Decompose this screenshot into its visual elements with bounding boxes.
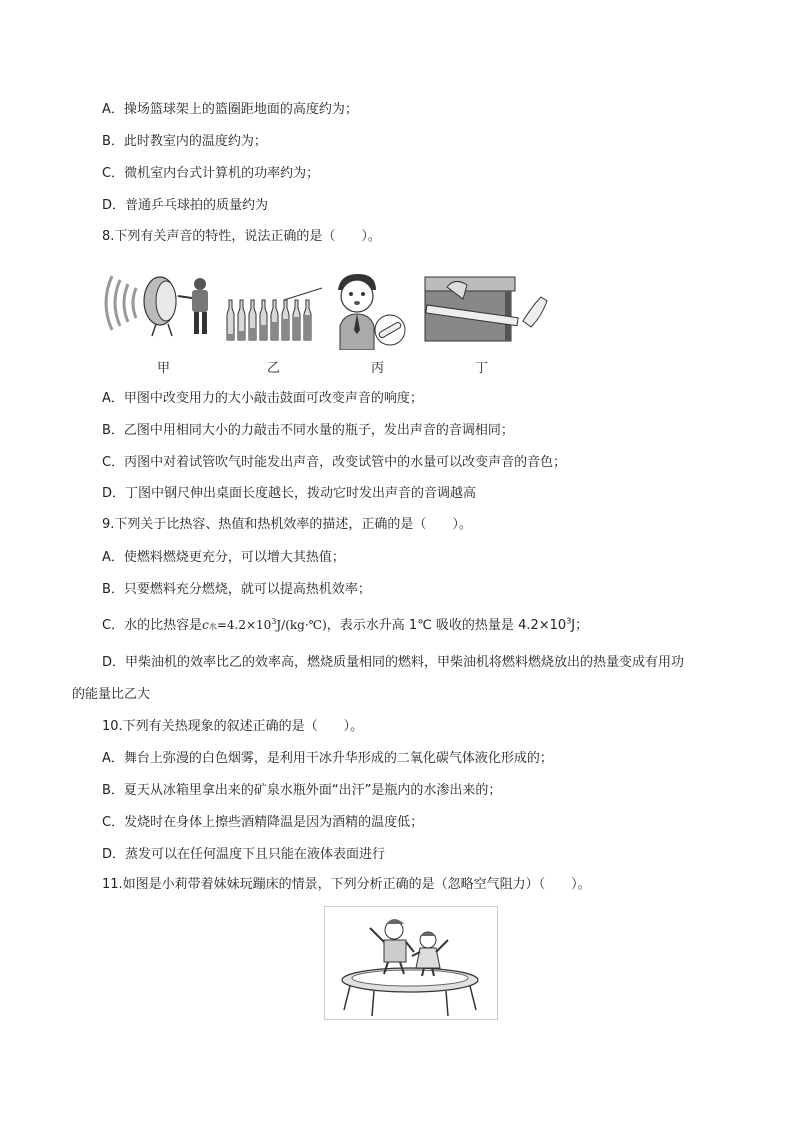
q7-option-c: C．微机室内台式计算机的功率约为； xyxy=(102,166,320,181)
q8-option-a: A．甲图中改变用力的大小敲击鼓面可改变声音的响度； xyxy=(102,391,423,406)
q8-stem: 8.下列有关声音的特性，说法正确的是（ ）。 xyxy=(102,229,381,244)
q9-option-d-line1: D．甲柴油机的效率比乙的效率高，燃烧质量相同的燃料，甲柴油机将燃料燃烧放出的热量变成有用功 xyxy=(102,655,685,670)
q8-option-c: C．丙图中对着试管吹气时能发出声音，改变试管中的水量可以改变声音的音色； xyxy=(102,455,567,470)
figure-caption-ding: 丁 xyxy=(475,361,489,376)
q9-option-c-prefix: C．水的比热容是 xyxy=(102,618,203,633)
q7-option-a: A．操场篮球架上的篮圈距地面的高度约为； xyxy=(102,102,358,117)
q9-option-c-tail: J； xyxy=(571,618,589,633)
q8-option-d: D．丁图中钢尺伸出桌面长度越长，拨动它时发出声音的音调越高 xyxy=(102,486,477,501)
boy-test-tube-figure xyxy=(330,270,410,350)
q7-option-b: B．此时教室内的温度约为； xyxy=(102,134,267,149)
q10-option-a: A．舞台上弥漫的白色烟雾，是利用干冰升华形成的二氧化碳气体液化形成的； xyxy=(102,751,553,766)
figure-caption-bing: 丙 xyxy=(371,361,385,376)
q9-stem: 9.下列关于比热容、热值和热机效率的描述，正确的是（ ）。 xyxy=(102,517,472,532)
specific-heat-value: =4.2×10 xyxy=(216,618,272,632)
q8-option-b: B．乙图中用相同大小的力敲击不同水量的瓶子，发出声音的音调相同； xyxy=(102,423,514,438)
q9-option-d-line2: 的能量比乙大 xyxy=(72,687,151,702)
q10-stem: 10.下列有关热现象的叙述正确的是（ ）。 xyxy=(102,719,364,734)
q10-option-d: D．蒸发可以在任何温度下且只能在液体表面进行 xyxy=(102,847,386,862)
q9-option-c-mid: ，表示水升高 1℃ 吸收的热量是 4.2×10 xyxy=(326,618,567,633)
specific-heat-exponent: 3 xyxy=(271,617,277,626)
specific-heat-unit: J/(kg·℃) xyxy=(276,618,327,632)
drum-figure xyxy=(98,268,216,338)
q7-option-d: D．普通乒乓球拍的质量约为 xyxy=(102,198,269,213)
ruler-table-figure xyxy=(423,275,551,345)
specific-heat-formula xyxy=(202,618,327,632)
q11-stem: 11.如图是小莉带着妹妹玩蹦床的情景，下列分析正确的是（忽略空气阻力）（ ）。 xyxy=(102,877,591,892)
specific-heat-symbol: c xyxy=(202,618,209,632)
q10-option-b: B．夏天从冰箱里拿出来的矿泉水瓶外面“出汗”是瓶内的水渗出来的； xyxy=(102,783,502,798)
q9-option-c xyxy=(102,616,588,636)
figure-caption-jia: 甲 xyxy=(157,361,171,376)
specific-heat-subscript: 水 xyxy=(208,622,217,631)
q9-option-a: A．使燃料燃烧更充分，可以增大其热值； xyxy=(102,550,345,565)
q10-option-c: C．发烧时在身体上擦些酒精降温是因为酒精的温度低； xyxy=(102,815,424,830)
heat-exponent: 3 xyxy=(566,616,572,626)
bottles-figure xyxy=(224,286,324,342)
q9-option-b: B．只要燃料充分燃烧，就可以提高热机效率； xyxy=(102,582,371,597)
figure-caption-yi: 乙 xyxy=(267,361,281,376)
trampoline-figure xyxy=(324,906,498,1020)
